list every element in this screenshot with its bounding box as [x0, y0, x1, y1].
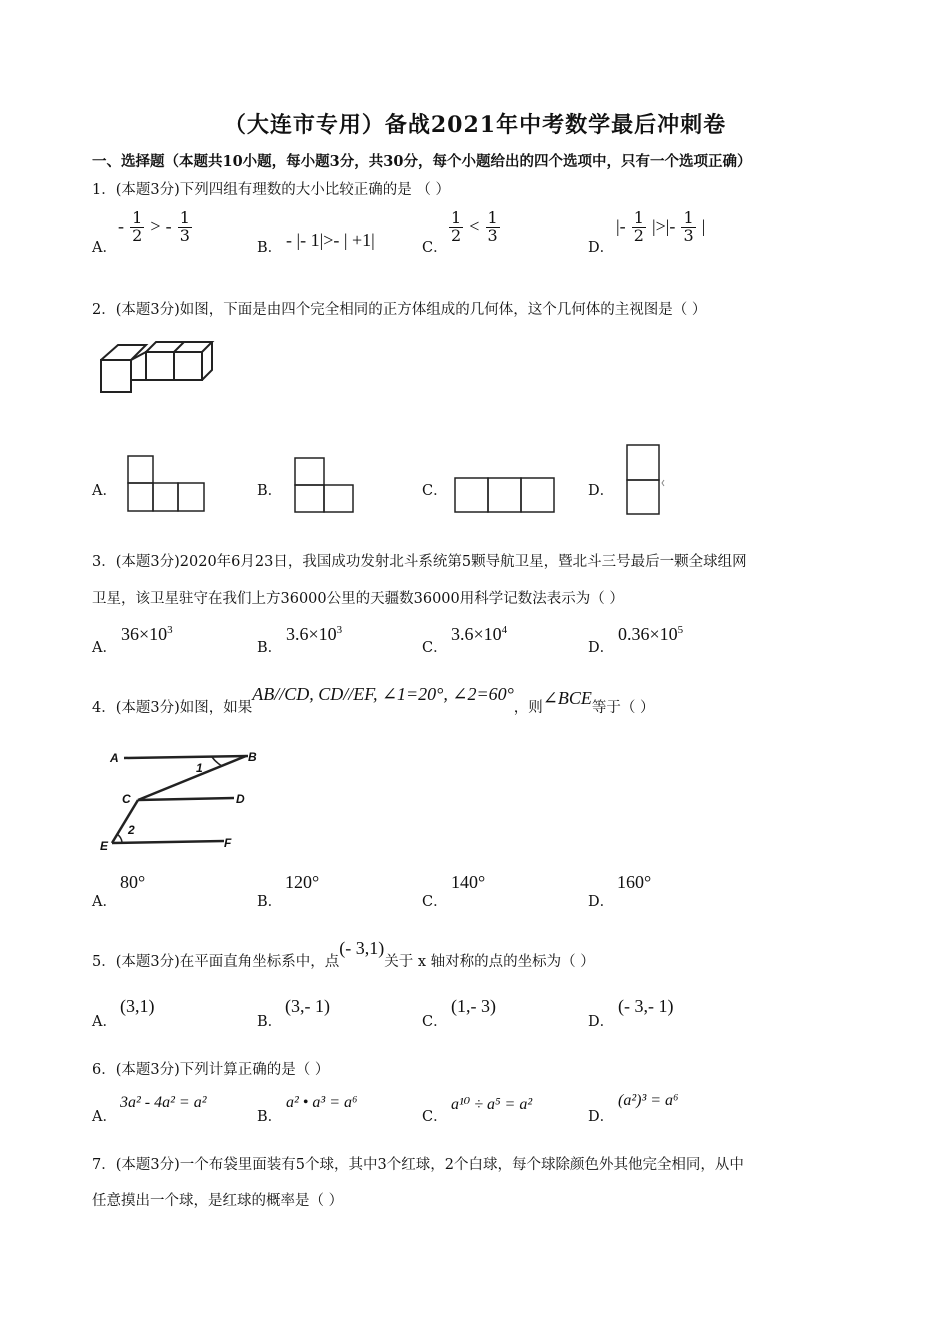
question-7-line2: 任意摸出一个球，是红球的概率是（ ）	[92, 1193, 344, 1209]
q6-option-d-label: D．	[588, 1109, 615, 1125]
question-5-stem: 5．(本题3分)在平面直角坐标系中，点(- 3,1)关于 x 轴对称的点的坐标为（ ）	[92, 938, 595, 970]
q3-option-a-math: $36\times 10^3$	[121, 624, 173, 644]
q1-option-d-label: D．	[588, 240, 615, 256]
q5-option-a-label: A．	[92, 1014, 117, 1030]
q5-option-d-label: D．	[588, 1014, 615, 1030]
q1-option-c-math: $\frac{1}{2}$ < $\frac{1}{3}$	[451, 208, 498, 245]
q6-option-c-label: C．	[422, 1109, 448, 1125]
q4-option-d-value: 160°	[617, 872, 652, 892]
q4-option-b-label: B．	[257, 894, 283, 910]
q4-angle-1: 1	[196, 761, 203, 775]
q2-solid-figure	[100, 340, 220, 396]
q4-label-a: A	[110, 751, 119, 765]
q4-parallel-lines-figure	[100, 748, 260, 852]
q2-option-c-figure	[454, 477, 558, 515]
q4-label-d: D	[236, 792, 245, 806]
q3-option-d-label: D．	[588, 640, 615, 656]
q1-option-a-label: A．	[92, 240, 117, 256]
q4-angle-2: 2	[128, 823, 135, 837]
question-7-line1: 7．(本题3分)一个布袋里面装有5个球，其中3个红球，2个白球，每个球除颜色外其他完全相同，从中	[92, 1157, 744, 1173]
q2-option-c-label: C．	[422, 483, 448, 499]
question-1-stem: 1．(本题3分)下列四组有理数的大小比较正确的是 （ ）	[92, 182, 450, 198]
q6-option-c-math: a¹⁰ ÷ a⁵ = a²	[451, 1096, 533, 1113]
q4-label-e: E	[100, 839, 109, 853]
q6-option-b-label: B．	[257, 1109, 283, 1125]
q2-option-a-figure	[127, 455, 207, 513]
q1-option-b-math: - |- 1|>- | +1|	[286, 230, 375, 250]
q4-option-a-label: A．	[92, 894, 117, 910]
q6-option-d-math: (a²)³ = a⁶	[618, 1092, 679, 1109]
q3-option-a-label: A．	[92, 640, 117, 656]
q1-option-c-label: C．	[422, 240, 448, 256]
q4-option-c-label: C．	[422, 894, 448, 910]
q5-option-b-label: B．	[257, 1014, 283, 1030]
q4-option-a-value: 80°	[120, 872, 146, 892]
q1-option-a-math: - $\frac{1}{2}$ > - $\frac{1}{3}$	[118, 208, 190, 245]
q3-option-b-label: B．	[257, 640, 283, 656]
q5-option-d-value: (- 3,- 1)	[618, 996, 674, 1016]
question-3-line1: 3．(本题3分)2020年6月23日，我国成功发射北斗系统第5颗导航卫星，暨北斗三号最后一颗全球组网	[92, 554, 747, 570]
q2-option-d-figure	[626, 444, 670, 516]
q1-option-b-label: B．	[257, 240, 283, 256]
q4-option-d-label: D．	[588, 894, 615, 910]
q5-option-a-value: (3,1)	[120, 996, 155, 1016]
q2-option-b-figure	[294, 457, 356, 515]
q4-label-c: C	[122, 792, 131, 806]
section-heading: 一、选择题（本题共10小题，每小题3分，共30分，每个小题给出的四个选项中，只有一个选项正确）	[92, 153, 752, 170]
question-3-line2: 卫星，该卫星驻守在我们上方36000公里的天疆数36000用科学记数法表示为（ ）	[92, 591, 624, 607]
question-6-stem: 6．(本题3分)下列计算正确的是（ ）	[92, 1062, 330, 1078]
q3-option-c-math: $3.6\times 10^4$	[451, 624, 508, 644]
q3-option-b-math: $3.6\times 10^3$	[286, 624, 343, 644]
q5-option-c-value: (1,- 3)	[451, 996, 496, 1016]
q4-label-b: B	[248, 750, 257, 764]
q5-option-c-label: C．	[422, 1014, 448, 1030]
question-4-stem: 4．(本题3分)如图，如果AB//CD, CD//EF, ∠1=20°, ∠2=60°，则∠BCE等于（ ）	[92, 684, 655, 716]
q2-option-d-label: D．	[588, 483, 615, 499]
q2-option-b-label: B．	[257, 483, 283, 499]
page-title: （大连市专用）备战2021年中考数学最后冲刺卷	[223, 112, 727, 138]
question-2-stem: 2．(本题3分)如图，下面是由四个完全相同的正方体组成的几何体，这个几何体的主视图是（ ）	[92, 302, 707, 318]
q4-label-f: F	[224, 836, 232, 850]
q6-option-a-label: A．	[92, 1109, 117, 1125]
q4-option-b-value: 120°	[285, 872, 320, 892]
q6-option-b-math: a² • a³ = a⁶	[286, 1094, 358, 1111]
q5-option-b-value: (3,- 1)	[285, 996, 330, 1016]
q1-option-d-math: |- $\frac{1}{2}$ |>|- $\frac{1}{3}$ |	[616, 208, 706, 245]
q4-option-c-value: 140°	[451, 872, 486, 892]
q3-option-c-label: C．	[422, 640, 448, 656]
q2-option-a-label: A．	[92, 483, 117, 499]
q6-option-a-math: 3a² - 4a² = a²	[120, 1094, 207, 1111]
q3-option-d-math: $0.36\times 10^5$	[618, 624, 684, 644]
